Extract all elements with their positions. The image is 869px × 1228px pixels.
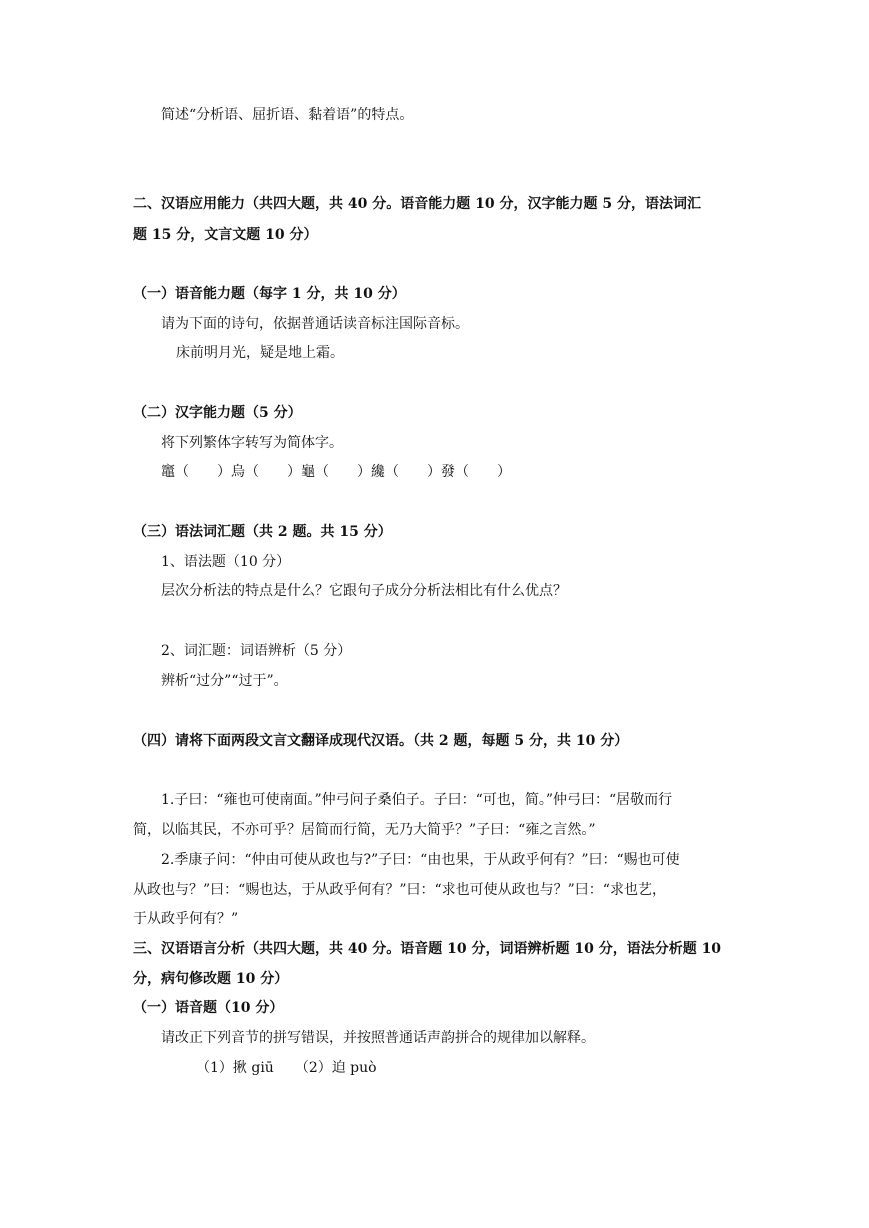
section-heading: 三、汉语语言分析（共四大题，共 40 分。语音题 10 分，词语辨析题 10 分，语法分析题 10 — [133, 941, 722, 957]
question-text: 层次分析法的特点是什么？它跟句子成分分析法相比有什么优点？ — [161, 583, 567, 599]
classical-passage-2-continued: 从政也与？”曰：“赐也达，于从政乎何有？”曰：“求也可使从政也与？”曰：“求也艺， — [133, 882, 666, 898]
classical-passage-1-continued: 简，以临其民，不亦可乎？居简而行简，无乃大简乎？”子曰：“雍之言然。” — [133, 822, 596, 838]
subsection-heading: （三）语法词汇题（共 2 题。共 15 分） — [133, 524, 392, 540]
poem-line: 床前明月光，疑是地上霜。 — [176, 345, 344, 361]
subsection-heading: （一）语音题（10 分） — [133, 1000, 284, 1016]
subsection-heading: （一）语音能力题（每字 1 分，共 10 分） — [133, 286, 406, 302]
classical-passage-2: 2.季康子问：“仲由可使从政也与?”子曰：“由也果，于从政乎何有？”曰：“赐也可使 — [161, 852, 680, 868]
question-number: 2、词汇题：词语辨析（5 分） — [161, 643, 352, 659]
subsection-heading: （四）请将下面两段文言文翻译成现代汉语。（共 2 题，每题 5 分，共 10 分） — [133, 733, 629, 749]
classical-passage-1: 1.子曰：“雍也可使南面。”仲弓问子桑伯子。子曰：“可也，简。”仲弓曰：“居敬而行 — [161, 792, 673, 808]
pinyin-items: （1）揪 giū （2）迫 può — [196, 1060, 377, 1076]
question-number: 1、语法题（10 分） — [161, 554, 291, 570]
question-text: 简述“分析语、屈折语、黏着语”的特点。 — [161, 107, 414, 123]
traditional-characters-list: 竈（ ）烏（ ）龜（ ）纔（ ）發（ ） — [161, 464, 511, 480]
subsection-heading: （二）汉字能力题（5 分） — [133, 405, 302, 421]
question-text: 辨析“过分”“过于”。 — [161, 673, 288, 689]
question-text: 请改正下列音节的拼写错误，并按照普通话声韵拼合的规律加以解释。 — [161, 1030, 595, 1046]
question-text: 请为下面的诗句，依据普通话读音标注国际音标。 — [161, 316, 469, 332]
classical-passage-2-continued: 于从政乎何有？” — [133, 911, 239, 927]
question-text: 将下列繁体字转写为简体字。 — [161, 435, 343, 451]
section-heading-continued: 分，病句修改题 10 分） — [133, 971, 289, 987]
section-heading: 二、汉语应用能力（共四大题，共 40 分。语音能力题 10 分，汉字能力题 5 分，语法词汇 — [133, 196, 701, 212]
section-heading-continued: 题 15 分，文言文题 10 分） — [133, 227, 318, 243]
